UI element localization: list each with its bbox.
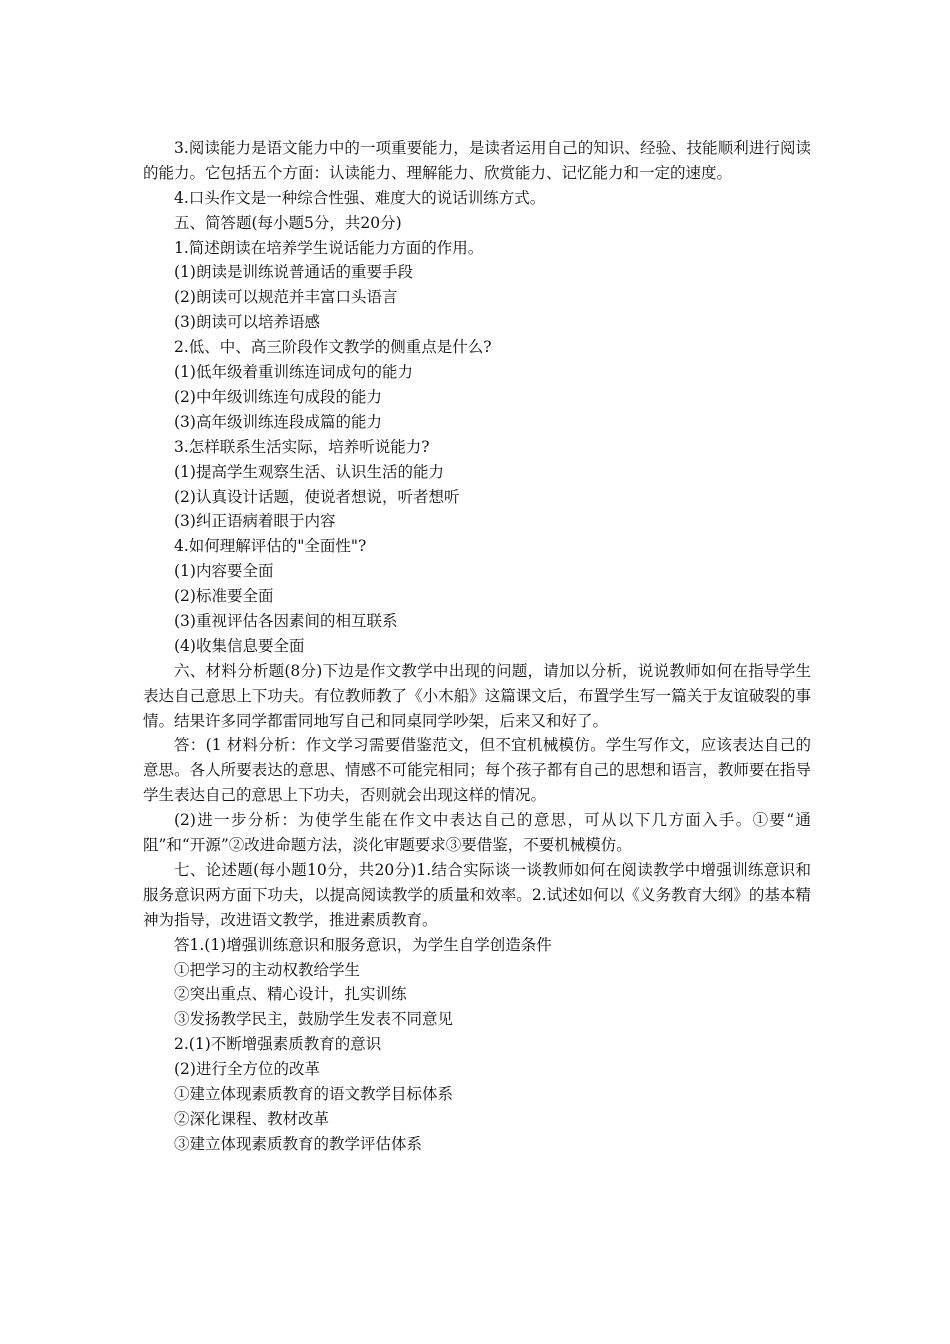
paragraph-material-analysis: 六、材料分析题(8分)下边是作文教学中出现的问题，请加以分析，说说教师如何在指导学生表达自己意思上下功夫。有位教师教了《小木船》这篇课文后，布置学生写一篇关于友谊破裂的事情。结果许多同学都雷同地写自己和同桌同学吵架，后来又和好了。: [143, 661, 811, 730]
question-line: 1.简述朗读在培养学生说话能力方面的作用。: [174, 238, 484, 257]
answer-line: (2)标准要全面: [174, 587, 274, 606]
answer-line: (1)内容要全面: [174, 562, 274, 581]
text-line: 4.口头作文是一种综合性强、难度大的说话训练方式。: [174, 188, 546, 207]
answer-line: ①把学习的主动权教给学生: [174, 960, 361, 979]
answer-line: (4)收集信息要全面: [174, 636, 305, 655]
answer-line: (1)提高学生观察生活、认识生活的能力: [174, 462, 444, 481]
question-line: 3.怎样联系生活实际，培养听说能力?: [174, 437, 430, 456]
paragraph-reading-ability: 3.阅读能力是语文能力中的一项重要能力，是读者运用自己的知识、经验、技能顺利进行阅读的能力。它包括五个方面：认读能力、理解能力、欣赏能力、记忆能力和一定的速度。: [143, 139, 811, 182]
answer-line: ①建立体现素质教育的语文教学目标体系: [174, 1085, 454, 1104]
answer-line: (3)重视评估各因素间的相互联系: [174, 611, 398, 630]
answer-line: ③发扬教学民主，鼓励学生发表不同意见: [174, 1010, 454, 1029]
answer-line: 答1.(1)增强训练意识和服务意识，为学生自学创造条件: [174, 935, 552, 954]
paragraph-answer-1: 答：(1 材料分析：作文学习需要借鉴范文，但不宜机械模仿。学生写作文，应该表达自己的意思。各人所要表达的意思、情感不可能完相同；每个孩子都有自己的思想和语言，教师要在指导学生表达自己的意思上下功夫，否则就会出现这样的情况。: [143, 736, 811, 805]
answer-line: (2)进行全方位的改革: [174, 1060, 320, 1079]
answer-line: (1)低年级着重训练连词成句的能力: [174, 363, 413, 382]
answer-line: ②突出重点、精心设计，扎实训练: [174, 985, 407, 1004]
answer-line: (1)朗读是训练说普通话的重要手段: [174, 263, 413, 282]
answer-line: (3)朗读可以培养语感: [174, 313, 320, 332]
answer-line: 2.(1)不断增强素质教育的意识: [174, 1035, 382, 1054]
question-line: 4.如何理解评估的"全面性"?: [174, 537, 367, 556]
answer-line: ③建立体现素质教育的教学评估体系: [174, 1134, 423, 1153]
answer-line: (3)纠正语病着眼于内容: [174, 512, 336, 531]
section-heading: 五、简答题(每小题5分，共20分): [174, 213, 402, 232]
document-page: [143, 136, 811, 1157]
paragraph-answer-2: (2)进一步分析：为使学生能在作文中表达自己的意思，可从以下几方面入手。①要“通阻”和“开源”②改进命题方法，淡化审题要求③要借鉴，不要机械模仿。: [143, 811, 811, 855]
answer-line: (2)中年级训练连句成段的能力: [174, 387, 382, 406]
answer-line: (2)认真设计话题，使说者想说，听者想听: [174, 487, 460, 506]
answer-line: (2)朗读可以规范并丰富口头语言: [174, 288, 398, 307]
answer-line: ②深化课程、教材改革: [174, 1109, 330, 1128]
paragraph-essay-questions: 七、论述题(每小题10分，共20分)1.结合实际谈一谈教师如何在阅读教学中增强训练意识和服务意识两方面下功夫，以提高阅读教学的质量和效率。2.试述如何以《义务教育大纲》的基本精神为指导，改进语文教学，推进素质教育。: [143, 860, 811, 929]
question-line: 2.低、中、高三阶段作文教学的侧重点是什么?: [174, 338, 492, 357]
answer-line: (3)高年级训练连段成篇的能力: [174, 412, 382, 431]
